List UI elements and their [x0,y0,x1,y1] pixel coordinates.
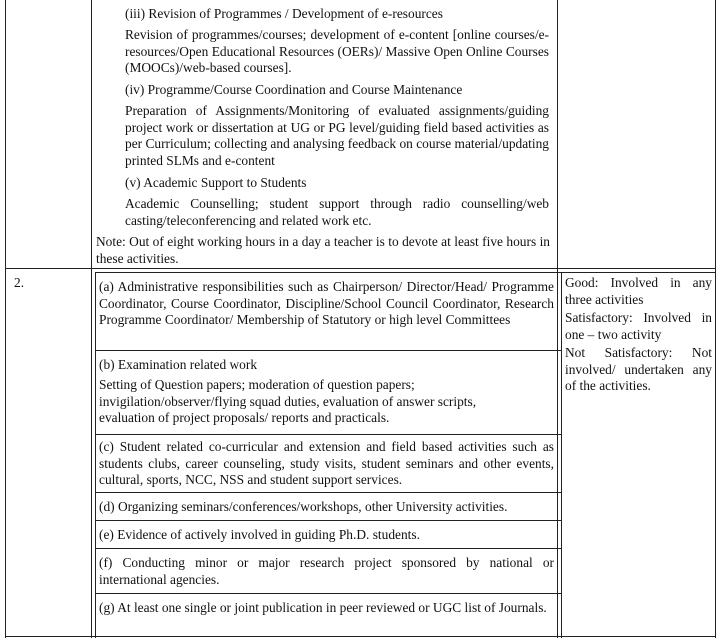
column-divider-1 [91,0,92,638]
column-divider-2b [561,272,562,638]
column-divider-1b [95,272,96,638]
cell-divider-f-g [95,593,562,594]
working-hours-note: Note: Out of eight working hours in a day a teacher is to devote at least five hours in these activities. [96,234,550,266]
table-border-left [5,0,6,638]
activity-c: (c) Student related co-curricular and extension and field based activities such as students clubs, career counseling, study visits, student seminars and other events, cultural, sports, NCC, NSS and student support services. [99,439,554,488]
grading-not-satisfactory: Not Satisfactory: Not involved/ undertaken any of the activities. [565,345,712,394]
cell-divider-b-c [95,434,562,435]
item-v-body: Academic Counselling; student support through radio counselling/web casting/teleconferencing and related work etc. [125,196,549,228]
table-border-bottom [5,636,716,637]
item-iii-heading: (iii) Revision of Programmes / Development of e-resources [125,6,443,21]
cell-divider-c-d [95,492,562,493]
cell-divider-a-b [95,350,562,351]
activity-g: (g) At least one single or joint publication in peer reviewed or UGC list of Journals. [99,600,547,615]
item-v-heading: (v) Academic Support to Students [125,175,307,190]
document-page [4,0,717,638]
cell-divider-e-f [95,548,562,549]
activity-f: (f) Conducting minor or major research project sponsored by national or international agencies. [99,555,554,587]
activity-b-body: Setting of Question papers; moderation of question papers; invigilation/observer/flying squad duties, evaluation of answer scripts, evaluation of project proposals/ reports and practicals. [99,377,477,426]
activity-b-heading: (b) Examination related work [99,357,258,372]
activity-a: (a) Administrative responsibilities such as Chairperson/ Director/Head/ Programme Coordinator, Course Coordinator, Discipline/School Council Coordinator, Research Programme Coordinator/ Membership of Statutory or high level Committees [99,279,554,328]
item-iv-heading: (iv) Programme/Course Coordination and Course Maintenance [125,82,463,97]
column-divider-2 [557,0,558,638]
table-border-right [715,0,716,638]
cell-divider-d-e [95,520,562,521]
item-iv-body: Preparation of Assignments/Monitoring of evaluated assignments/guiding project work or dissertation at UG or PG level/guiding field based activities as per Curriculum; collecting and analysing feedback on course material/updating printed SLMs and e-content [125,103,549,168]
item-iii-body: Revision of programmes/courses; development of e-content [online courses/e-resources/Open Educational Resources (OERs)/ Massive Open Online Courses (MOOCs)/web-based courses]. [125,27,549,76]
grading-good: Good: Involved in any three activities [565,275,712,307]
activity-e: (e) Evidence of actively involved in guiding Ph.D. students. [99,527,420,542]
row-number: 2. [14,275,25,290]
grading-satisfactory: Satisfactory: Involved in one – two activity [565,310,712,342]
row-divider [5,268,716,269]
row-divider-inner [95,272,562,273]
row-divider-inner-right [561,272,716,273]
activity-d: (d) Organizing seminars/conferences/workshops, other University activities. [99,499,508,514]
